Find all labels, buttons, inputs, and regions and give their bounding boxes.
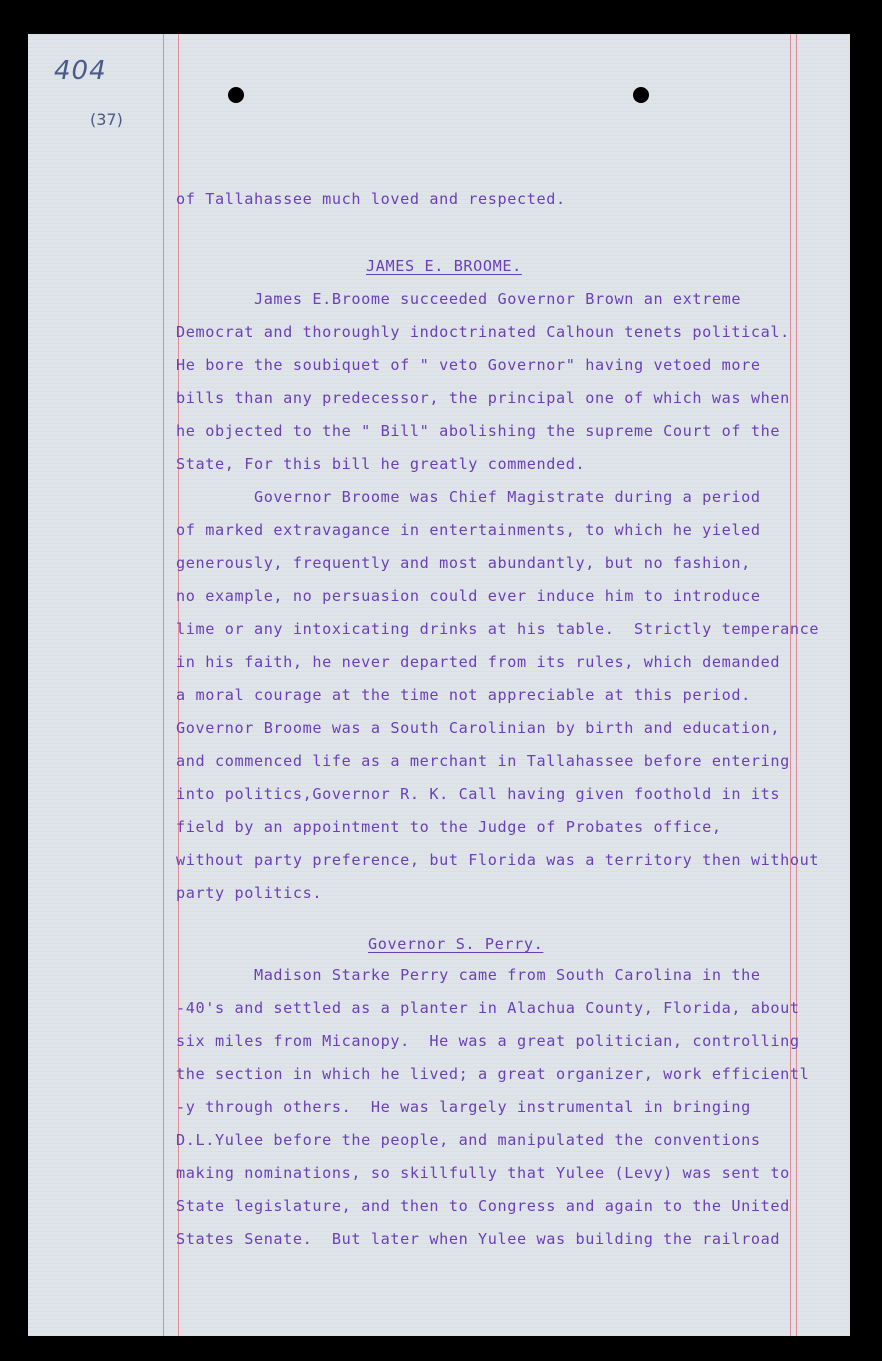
text-line: Democrat and thoroughly indoctrinated Calhoun tenets political. (176, 323, 790, 341)
text-line: lime or any intoxicating drinks at his table. Strictly temperance (176, 620, 820, 638)
text-line: and commenced life as a merchant in Tallahassee before entering (176, 752, 790, 770)
text-line: six miles from Micanopy. He was a great politician, controlling (176, 1032, 800, 1050)
punch-hole-left (228, 87, 244, 103)
text-line: -40's and settled as a planter in Alachua County, Florida, about (176, 999, 800, 1017)
right-margin-line (790, 34, 791, 1336)
text-line: no example, no persuasion could ever induce him to introduce (176, 587, 761, 605)
text-line: of marked extravagance in entertainments, to which he yieled (176, 521, 761, 539)
text-line: he objected to the " Bill" abolishing the supreme Court of the (176, 422, 781, 440)
text-line: in his faith, he never departed from its rules, which demanded (176, 653, 781, 671)
text-line: bills than any predecessor, the principal one of which was when (176, 389, 790, 407)
text-line: generously, frequently and most abundantly, but no fashion, (176, 554, 751, 572)
document-page (28, 34, 850, 1336)
handwritten-page-number: 404 (54, 56, 107, 86)
section-heading-perry: Governor S. Perry. (368, 935, 544, 953)
handwritten-sub-number: (37) (90, 110, 123, 129)
text-line: party politics. (176, 884, 323, 902)
text-line: State legislature, and then to Congress and again to the United (176, 1197, 790, 1215)
text-line: without party preference, but Florida was a territory then without (176, 851, 820, 869)
text-line: State, For this bill he greatly commended. (176, 455, 586, 473)
text-line: -y through others. He was largely instrumental in bringing (176, 1098, 751, 1116)
text-line: Governor Broome was Chief Magistrate during a period (176, 488, 761, 506)
text-line: James E.Broome succeeded Governor Brown an extreme (176, 290, 742, 308)
text-line: D.L.Yulee before the people, and manipulated the conventions (176, 1131, 761, 1149)
text-line: making nominations, so skillfully that Yulee (Levy) was sent to (176, 1164, 790, 1182)
text-line: the section in which he lived; a great organizer, work efficientl (176, 1065, 810, 1083)
text-line: Madison Starke Perry came from South Carolina in the (176, 966, 761, 984)
opening-line: of Tallahassee much loved and respected. (176, 190, 566, 208)
punch-hole-right (633, 87, 649, 103)
text-line: into politics,Governor R. K. Call having given foothold in its (176, 785, 781, 803)
text-line: States Senate. But later when Yulee was building the railroad (176, 1230, 781, 1248)
text-line: He bore the soubiquet of " veto Governor" having vetoed more (176, 356, 761, 374)
text-line: a moral courage at the time not appreciable at this period. (176, 686, 751, 704)
text-line: field by an appointment to the Judge of Probates office, (176, 818, 722, 836)
text-line: Governor Broome was a South Carolinian by birth and education, (176, 719, 781, 737)
section-heading-broome: JAMES E. BROOME. (366, 257, 522, 275)
left-margin-line (163, 34, 164, 1336)
right-margin-line-outer (796, 34, 797, 1336)
